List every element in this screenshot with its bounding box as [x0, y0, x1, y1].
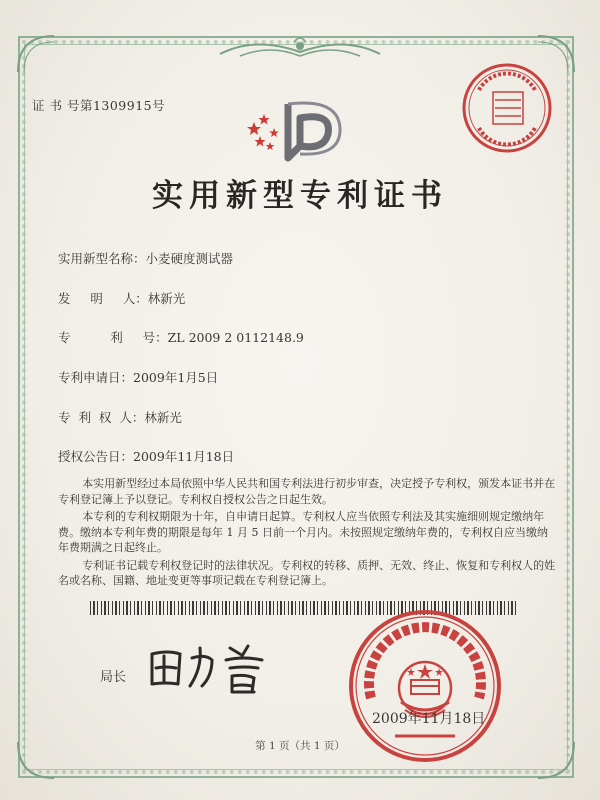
field-value: 2009年11月18日: [133, 449, 235, 464]
field-value: 2009年1月5日: [133, 370, 219, 385]
field-patent-number: [58, 328, 304, 346]
certificate-title: 实用新型专利证书: [152, 178, 448, 214]
field-label: 专利申请日：: [58, 370, 134, 385]
page-number: 第 1 页（共 1 页）: [255, 740, 345, 752]
field-label: 实用新型名称：: [58, 251, 146, 266]
issue-date: 2009年11月18日: [372, 711, 486, 727]
field-value: 林新光: [147, 291, 186, 306]
director-signature-icon: [146, 640, 282, 696]
corner-ornament-tl: [14, 32, 58, 76]
field-value: 小麦硬度测试器: [145, 251, 234, 266]
paragraph-term: 本专利的专利权期限为十年，自申请日起算。专利权人应当依照专利法及其实施细则规定缴纳年费。缴纳本专利年费的期限是每年 1 月 5 日前一个月内。未按照规定缴纳年费的，专利权自应当缴纳年费期满之日起终止。: [58, 510, 548, 554]
field-value: 林新光: [144, 410, 182, 425]
top-ornament: [210, 34, 390, 62]
paragraph-grant: 本实用新型经过本局依照中华人民共和国专利法进行初步审查，决定授予专利权，颁发本证书并在专利登记簿上予以登记。专利权自授权公告之日起生效。: [58, 477, 556, 506]
field-inventor: [58, 289, 185, 307]
sipo-logo-icon: [240, 98, 358, 162]
certificate-body: [58, 476, 556, 591]
field-grant-date: [58, 447, 234, 465]
field-patentee: [58, 408, 182, 426]
agency-seal-icon: [459, 60, 555, 156]
field-utility-model-name: [58, 249, 233, 267]
certificate-number: 证 书 号第1309915号: [32, 98, 166, 113]
director-label: 局长: [100, 670, 127, 685]
field-application-date: [58, 368, 218, 386]
field-label: 专 利 号：: [58, 330, 168, 345]
field-label: 专 利 权 人：: [58, 410, 145, 425]
field-label: 授权公告日：: [58, 449, 134, 464]
field-value: ZL 2009 2 0112148.9: [167, 330, 304, 345]
field-label: 发 明 人：: [58, 291, 148, 306]
paragraph-register: 专利证书记载专利权登记时的法律状况。专利权的转移、质押、无效、终止、恢复和专利权人的姓名或名称、国籍、地址变更等事项记载在专利登记簿上。: [58, 558, 556, 587]
